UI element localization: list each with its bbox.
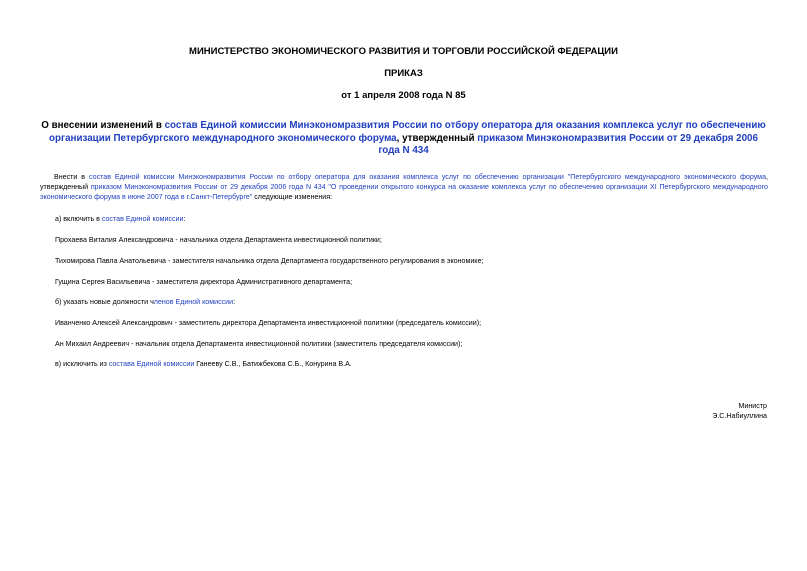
section-a-text: а) включить в (55, 215, 102, 223)
signature-name: Э.С.Набиуллина (712, 412, 767, 420)
ministry-heading: МИНИСТЕРСТВО ЭКОНОМИЧЕСКОГО РАЗВИТИЯ И ТОРГОВЛИ РОССИЙСКОЙ ФЕДЕРАЦИИ (189, 46, 618, 57)
section-a-link[interactable]: состав Единой комиссии (101, 215, 184, 223)
title-link-commission[interactable]: состав Единой комиссии Минэкономразвития России по отбору оператора для оказания комплекса услуг по обеспечению организации Петербургского международного экономического форума (49, 120, 766, 144)
section-a-text: : (183, 215, 186, 223)
title-text: , утвержденный (396, 132, 478, 144)
intro-link-commission[interactable]: состав Единой комиссии Минэкономразвития России по отбору оператора для оказания комплекса услуг по обеспечению организации "Петербургского международного экономического форума (89, 173, 767, 181)
section-c (55, 359, 770, 369)
document-date-number: от 1 апреля 2008 года N 85 (341, 90, 466, 101)
intro-text: Внести в (54, 173, 89, 181)
list-item: Прохаева Виталия Александровича - начальника отдела Департамента инвестиционной политики; (55, 236, 382, 244)
section-a (55, 214, 770, 224)
intro-text: , утвержденный (40, 173, 768, 192)
section-b (55, 297, 770, 307)
signature-position: Министр (738, 402, 767, 410)
document-title (40, 120, 767, 158)
title-link-order[interactable]: приказом Минэкономразвития России от 29 декабря 2006 года N 434 (378, 132, 758, 156)
section-c-link[interactable]: состава Единой комиссии (108, 360, 195, 368)
intro-text: следующие изменения: (252, 193, 333, 202)
section-b-text: б) указать новые должности ч (55, 298, 154, 306)
list-item: Иванченко Алексей Александрович - заместитель директора Департамента инвестиционной политики (председатель комиссии); (55, 319, 482, 327)
section-c-text: в) исключить из (55, 360, 109, 368)
section-c-text: Ганееву С.В., Батижбекова С.Б., Конурина В.А. (194, 360, 352, 368)
intro-link-order[interactable]: приказом Минэкономразвития России от 29 декабря 2006 года N 434 "О проведении открытого конкурса на оказание комплекса услуг по обеспечению организации XI Петербургского международного экономического форума в июне 2007 года в г.Санкт-Петербурге" (40, 183, 768, 202)
list-item: Тихомирова Павла Анатольевича - заместителя начальника отдела Департамента государственного регулирования в экономике; (55, 257, 484, 265)
document-type-heading: ПРИКАЗ (384, 68, 423, 79)
list-item: Ан Михаил Андреевич - начальник отдела Департамента инвестиционной политики (заместитель председателя комиссии); (55, 340, 463, 348)
section-b-link[interactable]: ленов Единой комиссии (153, 298, 234, 306)
intro-paragraph (40, 172, 768, 203)
section-b-text: : (233, 298, 236, 306)
title-text: О внесении изменений в (41, 120, 165, 131)
list-item: Гущина Сергея Васильевича - заместителя директора Административного департамента; (55, 278, 353, 286)
